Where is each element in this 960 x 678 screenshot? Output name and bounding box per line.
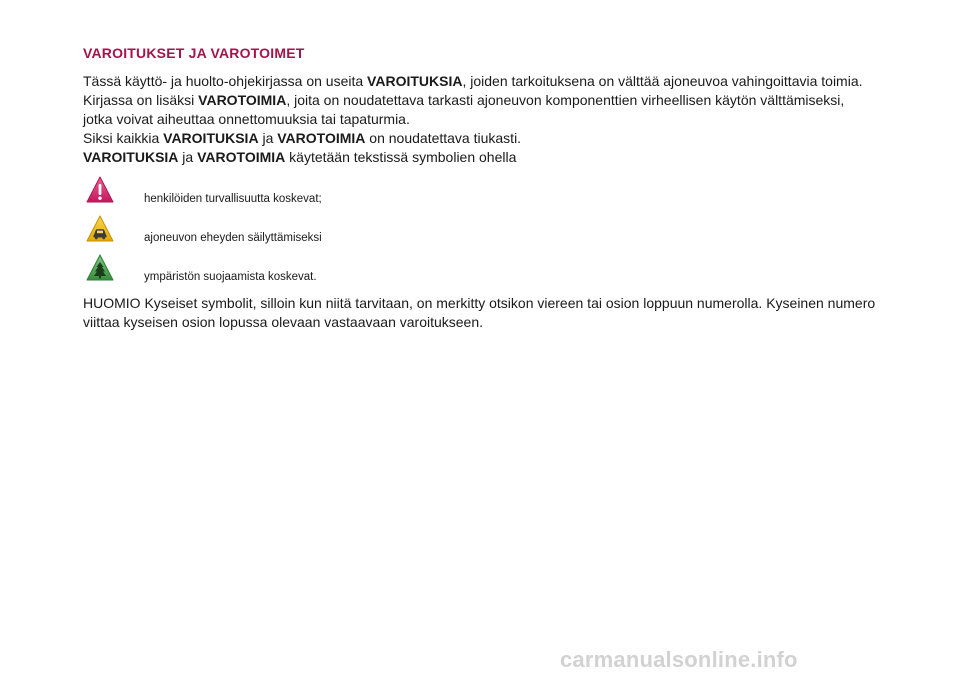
bold-term: VAROITUKSIA xyxy=(83,149,179,165)
text-segment: on noudatettava tiukasti. xyxy=(365,130,522,146)
text-segment: Tässä käyttö- ja huolto-ohjekirjassa on useita xyxy=(83,73,368,89)
paragraph-warnings-intro xyxy=(83,72,883,91)
page-title: VAROITUKSET JA VAROTOIMET xyxy=(83,45,305,61)
text-segment: Siksi kaikkia xyxy=(83,130,164,146)
warning-car-icon xyxy=(85,214,115,244)
bold-term: VAROITUKSIA xyxy=(163,130,259,146)
symbol-description: henkilöiden turvallisuutta koskevat; xyxy=(144,193,322,205)
text-segment: käytetään tekstissä symbolien ohella xyxy=(285,149,517,165)
text-segment: ja xyxy=(178,149,198,165)
bold-term: VAROTOIMIA xyxy=(198,92,287,108)
paragraph-precautions-intro xyxy=(83,91,883,129)
text-segment: jotka voivat aiheuttaa onnettomuuksia tai tapaturmia. xyxy=(83,111,410,127)
text-segment: , joita on noudatettava tarkasti ajoneuvon komponenttien virheellisen käytön välttämiseksi, xyxy=(286,92,845,108)
symbol-description: ympäristön suojaamista koskevat. xyxy=(144,271,317,283)
bold-term: VAROTOIMIA xyxy=(197,149,286,165)
page-content xyxy=(83,44,883,332)
text-segment: , joiden tarkoituksena on välttää ajoneuvoa vahingoittavia toimia. xyxy=(462,73,863,89)
warning-exclamation-icon xyxy=(85,175,115,205)
paragraph-must-follow xyxy=(83,129,883,148)
warning-tree-icon xyxy=(85,253,115,283)
paragraph-symbols-intro xyxy=(83,148,883,167)
bold-term: VAROITUKSIA xyxy=(367,73,463,89)
note-line: viittaa kyseisen osion lopussa olevaan vastaavaan varoitukseen. xyxy=(83,314,484,330)
symbol-item-vehicle xyxy=(83,214,883,253)
paragraph-note xyxy=(83,294,883,332)
text-segment: Kirjassa on lisäksi xyxy=(83,92,199,108)
symbol-item-safety xyxy=(83,175,883,214)
symbol-list xyxy=(83,175,883,292)
symbol-item-environment xyxy=(83,253,883,292)
watermark: carmanualsonline.info xyxy=(560,647,798,672)
bold-term: VAROTOIMIA xyxy=(277,130,366,146)
symbol-description: ajoneuvon eheyden säilyttämiseksi xyxy=(144,232,322,244)
text-segment: ja xyxy=(258,130,278,146)
note-line: HUOMIO Kyseiset symbolit, silloin kun niitä tarvitaan, on merkitty otsikon viereen tai osion loppuun numerolla. Kyseinen numero xyxy=(83,295,876,311)
